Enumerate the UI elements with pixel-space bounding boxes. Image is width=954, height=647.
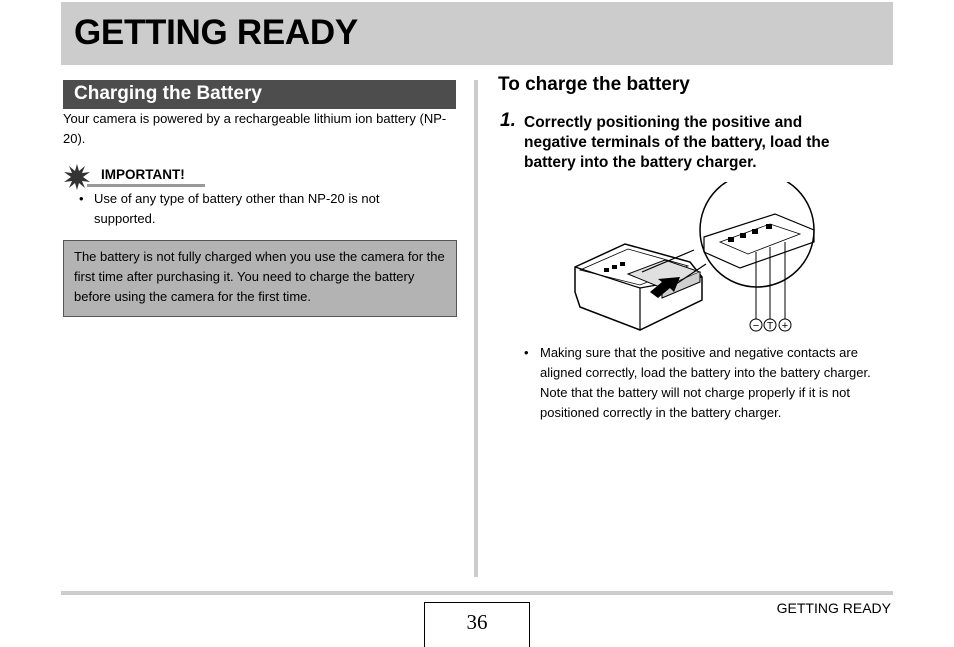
footer-rule xyxy=(61,591,893,595)
section-title-bar xyxy=(63,80,456,109)
bullet-dot-icon: • xyxy=(79,191,84,206)
terminal-positive-label: + xyxy=(781,320,789,332)
page-number: 36 xyxy=(466,610,488,634)
bullet-dot-icon: • xyxy=(524,345,529,360)
section-title: Charging the Battery xyxy=(74,83,262,104)
battery-charger-illustration xyxy=(570,182,830,337)
note-text: The battery is not fully charged when you use the camera for the first time after purchasing it. You need to charge the battery before using the camera for the first time. xyxy=(74,249,445,304)
step-text: Correctly positioning the positive and negative terminals of the battery, load the battery into the battery charger. xyxy=(524,114,830,171)
charge-bullet xyxy=(524,343,894,423)
procedure-title: To charge the battery xyxy=(498,74,690,95)
page-header xyxy=(61,2,893,65)
important-label: IMPORTANT! xyxy=(101,167,185,182)
page-title: GETTING READY xyxy=(74,13,358,52)
step-number: 1. xyxy=(500,110,516,131)
important-underline xyxy=(87,184,205,187)
column-divider xyxy=(474,80,478,577)
intro-text: Your camera is powered by a rechargeable lithium ion battery (NP-20). xyxy=(63,111,447,146)
important-bullet xyxy=(79,189,419,229)
terminal-t-label: T xyxy=(766,321,774,332)
footer-section-label: GETTING READY xyxy=(776,600,891,616)
terminal-negative-label: − xyxy=(752,320,760,332)
charge-bullet-text: Making sure that the positive and negative contacts are aligned correctly, load the battery into the battery charger. Note that the battery will not charge properly if it is not positioned correctly in the battery charger. xyxy=(540,345,871,420)
important-callout xyxy=(63,164,205,187)
note-box xyxy=(63,240,457,317)
important-bullet-text: Use of any type of battery other than NP-20 is not supported. xyxy=(94,191,380,226)
page-number-box xyxy=(424,602,530,647)
